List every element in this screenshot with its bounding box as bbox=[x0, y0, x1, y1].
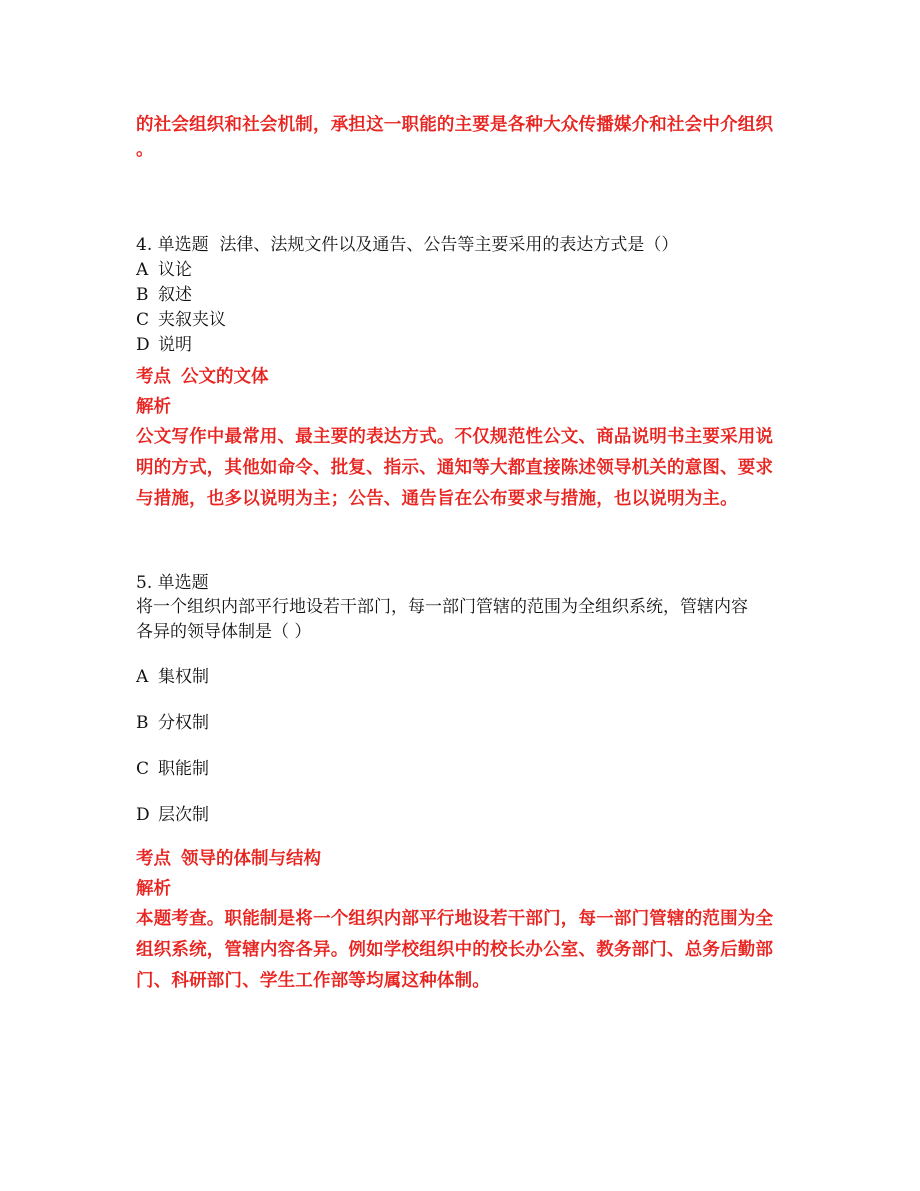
question-4-analysis-line-3: 与措施，也多以说明为主；公告、通告旨在公布要求与措施，也以说明为主。 bbox=[136, 489, 738, 509]
question-4-option-c[interactable] bbox=[136, 308, 788, 333]
question-5-analysis-line-1: 本题考查。职能制是将一个组织内部平行地设若干部门，每一部门管辖的范围为全 bbox=[136, 909, 774, 929]
question-4-analysis bbox=[136, 422, 788, 515]
option-key: D bbox=[136, 805, 150, 825]
question-5-stem-line-1: 将一个组织内部平行地设若干部门，每一部门管辖的范围为全组织系统，管辖内容 bbox=[136, 597, 748, 617]
question-5-jiexi-label: 解析 bbox=[136, 879, 171, 899]
question-5-option-b[interactable] bbox=[136, 711, 788, 736]
previous-analysis-line-2: 。 bbox=[136, 140, 154, 160]
question-5-analysis-line-2: 组织系统，管辖内容各异。例如学校组织中的校长办公室、教务部门、总务后勤部 bbox=[136, 940, 774, 960]
option-text: 叙述 bbox=[158, 285, 192, 305]
option-text: 议论 bbox=[158, 260, 192, 280]
option-key: B bbox=[136, 713, 149, 733]
option-text: 职能制 bbox=[158, 759, 209, 779]
question-5-option-c[interactable] bbox=[136, 757, 788, 782]
question-4-option-b[interactable] bbox=[136, 283, 788, 308]
question-4-option-a[interactable] bbox=[136, 258, 788, 283]
question-4-jiexi-label: 解析 bbox=[136, 397, 171, 417]
option-text: 说明 bbox=[158, 335, 192, 355]
previous-analysis-line-1: 的社会组织和社会机制，承担这一职能的主要是各种大众传播媒介和社会中介组织 bbox=[136, 115, 774, 135]
question-4-number-type: 4. 单选题 bbox=[136, 235, 209, 255]
question-5-stem-line-2: 各异的领导体制是（ ） bbox=[136, 622, 312, 642]
option-key: C bbox=[136, 310, 150, 330]
kaodian-label: 考点 bbox=[136, 849, 171, 869]
question-5 bbox=[136, 572, 788, 997]
option-text: 分权制 bbox=[158, 713, 209, 733]
question-4-kaodian bbox=[136, 362, 788, 392]
kaodian-text: 领导的体制与结构 bbox=[181, 849, 321, 869]
previous-analysis bbox=[136, 110, 788, 166]
question-4-title bbox=[136, 234, 788, 257]
question-4-option-d[interactable] bbox=[136, 333, 788, 358]
question-5-kaodian bbox=[136, 844, 788, 874]
question-5-options bbox=[136, 665, 788, 828]
question-5-analysis bbox=[136, 904, 788, 997]
option-key: A bbox=[136, 667, 149, 687]
option-text: 集权制 bbox=[158, 667, 209, 687]
option-key: A bbox=[136, 260, 149, 280]
question-5-number-type: 5. 单选题 bbox=[136, 573, 209, 593]
option-key: B bbox=[136, 285, 149, 305]
question-4-analysis-line-1: 公文写作中最常用、最主要的表达方式。不仅规范性公文、商品说明书主要采用说 bbox=[136, 427, 774, 447]
option-text: 层次制 bbox=[158, 805, 209, 825]
question-4-analysis-line-2: 明的方式，其他如命令、批复、指示、通知等大都直接陈述领导机关的意图、要求 bbox=[136, 458, 774, 478]
option-key: D bbox=[136, 335, 150, 355]
question-5-option-d[interactable] bbox=[136, 803, 788, 828]
kaodian-text: 公文的文体 bbox=[181, 367, 269, 387]
question-4-stem: 法律、法规文件以及通告、公告等主要采用的表达方式是（） bbox=[219, 235, 679, 255]
option-key: C bbox=[136, 759, 150, 779]
question-4 bbox=[136, 234, 788, 515]
option-text: 夹叙夹议 bbox=[158, 310, 226, 330]
question-4-options bbox=[136, 258, 788, 358]
question-5-analysis-line-3: 门、科研部门、学生工作部等均属这种体制。 bbox=[136, 971, 490, 991]
kaodian-label: 考点 bbox=[136, 367, 171, 387]
question-5-option-a[interactable] bbox=[136, 665, 788, 690]
